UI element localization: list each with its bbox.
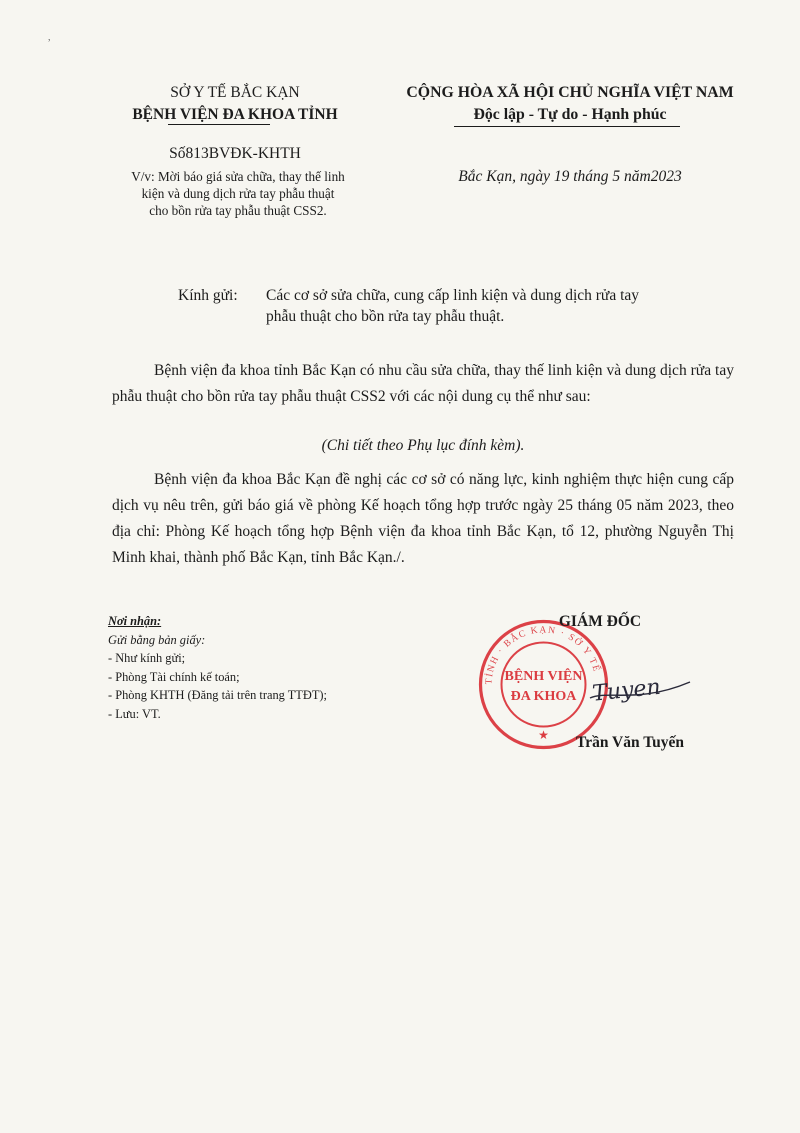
national-motto: Độc lập - Tự do - Hạnh phúc [473,106,667,123]
recipient-line: Các cơ sở sửa chữa, cung cấp linh kiện và dung dịch rửa tay [266,287,640,304]
distribution-item: - Phòng KHTH (Đăng tải trên trang TTĐT); [108,688,327,702]
subject-line: V/v: Mời báo giá sửa chữa, thay thế linh [131,169,345,184]
motto-underline [454,126,680,127]
body-paragraph-2: Bệnh viện đa khoa Bắc Kạn đề nghị các cơ sở có năng lực, kinh nghiệm thực hiện cung cấp dịch vụ nêu trên, gửi báo giá về phòng Kế hoạch tổng hợp trước ngày 25 tháng 05 năm 2023, theo địa chỉ: Phòng Kế hoạch tổng hợp Bệnh viện đa khoa tỉnh Bắc Kạn, tổ 12, phường Nguyễn Thị Minh khai, thành phố Bắc Kạn, tỉnh Bắc Kạn./. [112,471,734,566]
distribution-item: - Phòng Tài chính kế toán; [108,669,240,684]
organization-underline [168,124,270,125]
stamp-center-text: BỆNH VIỆN [504,669,583,684]
document-subject [108,168,368,219]
distribution-item: - Lưu: VT. [108,706,161,721]
handwritten-signature [588,668,694,708]
recipient-line: phẫu thuật cho bồn rửa tay phẫu thuật. [266,308,505,325]
stamp-center-text: ĐA KHOA [510,689,577,704]
body-paragraph-1: Bệnh viện đa khoa tỉnh Bắc Kạn có nhu cầu sửa chữa, thay thế linh kiện và dung dịch rửa tay phẫu thuật cho bồn rửa tay phẫu thuật CSS2 với các nội dung cụ thể như sau: [112,362,734,405]
distribution-subtitle: Gửi bằng bản giấy: [108,632,206,647]
national-heading [380,82,760,126]
country-name: CỘNG HÒA XÃ HỘI CHỦ NGHĨA VIỆT NAM [406,84,734,101]
issuing-agency [95,82,375,126]
star-icon: ★ [538,728,549,742]
recipient-label: Kính gửi: [178,287,238,304]
subject-line: kiện và dung dịch rửa tay phẫu thuật [141,186,335,201]
organization-name: BỆNH VIỆN ĐA KHOA TỈNH [132,106,338,123]
parent-organization: SỞ Y TẾ BẮC KẠN [170,84,300,101]
issue-date: Bắc Kạn, ngày 19 tháng 5 năm2023 [458,168,682,185]
signer-title: GIÁM ĐỐC [558,613,642,630]
signer-name: Trần Văn Tuyến [576,734,684,751]
stamp-inner-ring [502,643,586,727]
svg-text:Tuyen: Tuyen [591,674,662,707]
distribution-item: - Như kính gửi; [108,651,186,665]
annex-note: (Chi tiết theo Phụ lục đính kèm). [321,437,525,454]
margin-mark: , [48,32,51,43]
stamp-ring-text: TỈNH · BẮC KẠN · SỞ Y TẾ [484,625,602,685]
recipient-block [178,285,748,327]
distribution-list [108,612,438,723]
subject-line: cho bồn rửa tay phẫu thuật CSS2. [149,203,327,218]
distribution-title: Nơi nhận: [108,614,162,628]
document-number: Số813BVĐK-KHTH [169,145,301,162]
